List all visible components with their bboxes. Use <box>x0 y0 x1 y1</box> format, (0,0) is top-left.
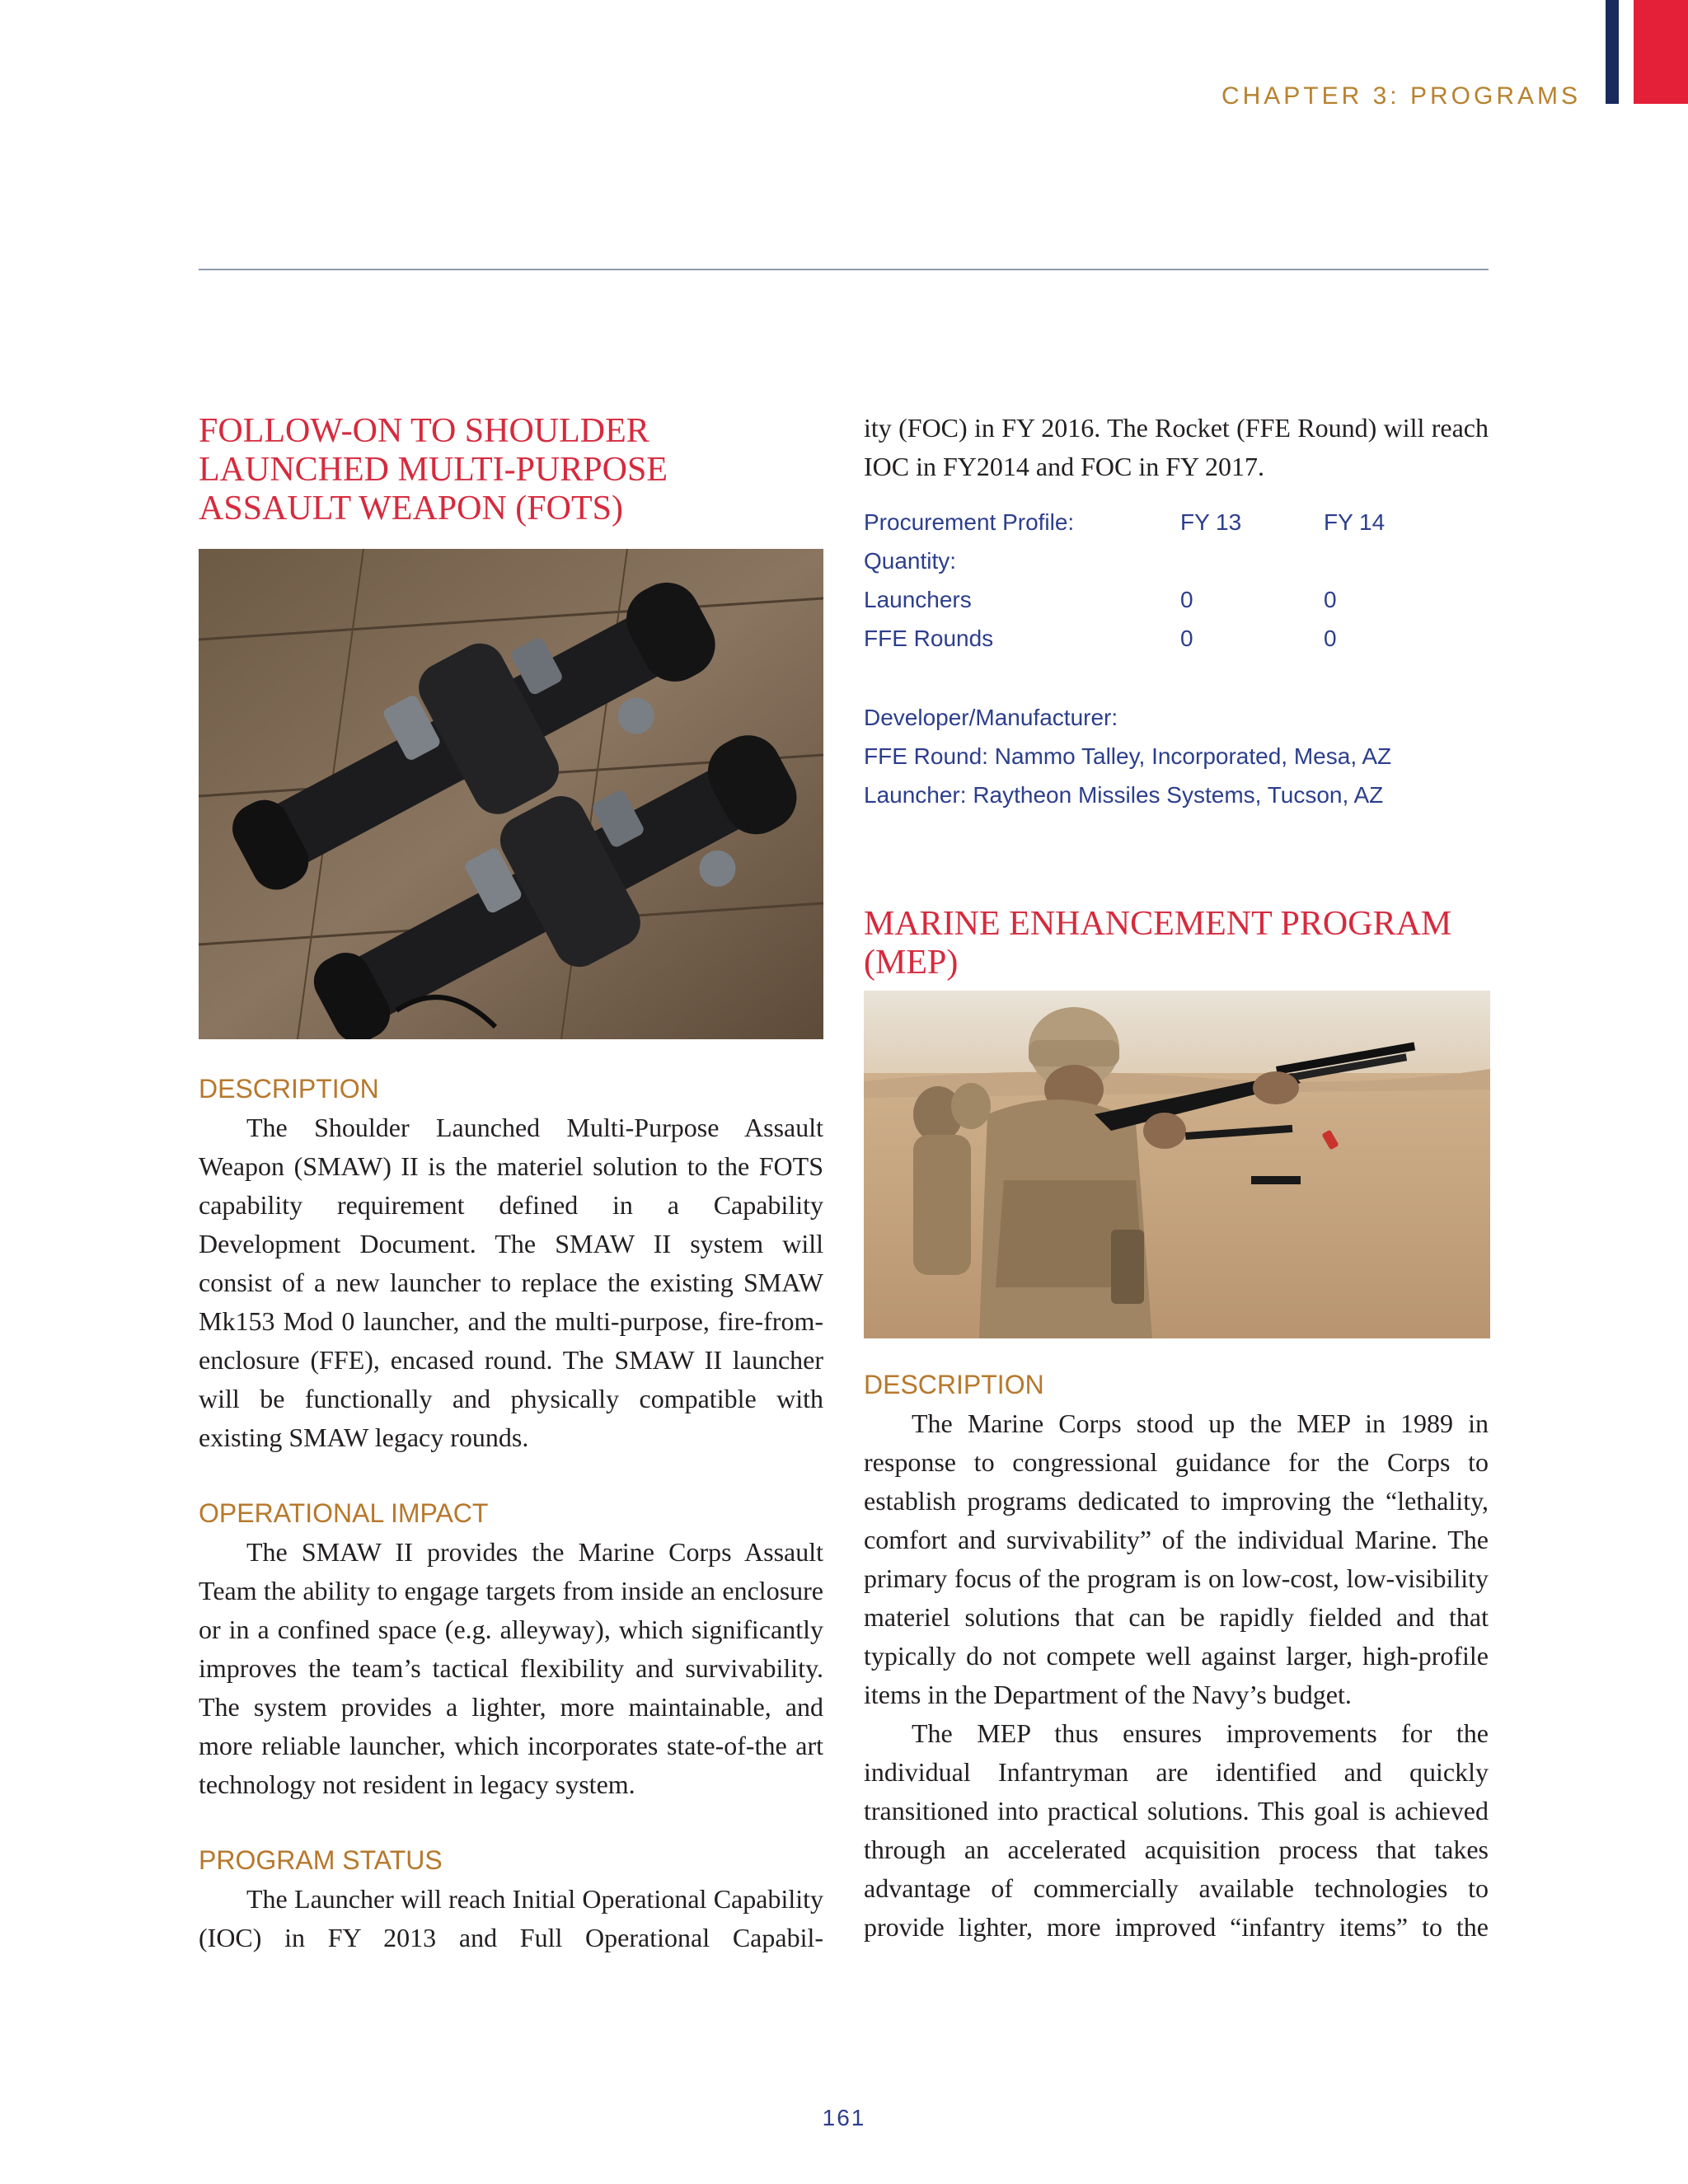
page-number: 161 <box>822 2105 866 2130</box>
quantity-label: Quantity: <box>864 547 957 574</box>
smaw-launchers-photo <box>199 549 823 1039</box>
developer-block <box>864 698 1489 814</box>
fy14-header: FY 14 <box>1324 509 1386 535</box>
fots-description-heading: DESCRIPTION <box>199 1074 379 1104</box>
developer-heading: Developer/Manufacturer: <box>864 705 1118 730</box>
mep-description-heading: DESCRIPTION <box>864 1370 1044 1399</box>
marine-shotgun-photo <box>864 991 1490 1338</box>
fots-title: FOLLOW-ON TO SHOULDER LAUNCHED MULTI-PURPOSE ASSAULT WEAPON (FOTS) <box>199 412 668 527</box>
table-row <box>864 580 1447 619</box>
procurement-quantity-row <box>864 541 1447 580</box>
row-fy14: 0 <box>1324 586 1337 612</box>
developer-line: Launcher: Raytheon Missiles Systems, Tucson, AZ <box>864 782 1384 808</box>
mep-description-para1: The Marine Corps stood up the MEP in 1989 in response to congressional guidance for the Corps to establish programs dedicated to improving the “lethality, comfort and survivability” of the individual Marine. The primary focus of the program is on low-cost, low-visibility materiel solutions that can be rapidly fielded and that typically do not compete well against larger, high-profile items in the Department of the Navy’s budget. <box>864 1408 1489 1709</box>
red-accent-bar <box>1634 0 1688 104</box>
row-label: FFE Rounds <box>864 625 994 651</box>
procurement-header-row <box>864 503 1447 541</box>
procurement-profile-table <box>864 503 1447 658</box>
row-fy14: 0 <box>1324 625 1337 651</box>
fy13-header: FY 13 <box>1180 509 1242 535</box>
mep-title: MARINE ENHANCEMENT PROGRAM (MEP) <box>864 905 1452 982</box>
fots-impact-text: The SMAW II provides the Marine Corps Assault Team the ability to engage targets from inside an enclosure or in a confined space (e.g. alleyway), which significantly improves the team’s tactical flexibility and survivability. The system provides a lighter, more maintainable, and more reliable launcher, which incorporates state-of-the art technology not resident in legacy system. <box>199 1537 823 1799</box>
navy-accent-bar <box>1606 0 1619 104</box>
fots-status-text: The Launcher will reach Initial Operational Capability (IOC) in FY 2013 and Full Operational Capabil- <box>199 1884 823 1952</box>
mep-description-para2: The MEP thus ensures improvements for the individual Infantryman are identified and quickly transitioned into practical solutions. This goal is achieved through an accelerated acquisition process that takes advantage of commercially available technologies to provide lighter, more improved “infantry items” to the <box>864 1718 1489 1942</box>
row-fy13: 0 <box>1180 586 1193 612</box>
smaw-launchers-image <box>199 549 823 1039</box>
table-row <box>864 619 1447 658</box>
developer-line: FFE Round: Nammo Talley, Incorporated, Mesa, AZ <box>864 743 1392 769</box>
fots-status-continued: ity (FOC) in FY 2016. The Rocket (FFE Round) will reach IOC in FY2014 and FOC in FY 2017. <box>864 413 1489 481</box>
marine-shotgun-image <box>864 991 1490 1338</box>
left-column <box>199 412 823 1957</box>
row-fy13: 0 <box>1180 625 1193 651</box>
header-rule <box>199 269 1489 270</box>
right-column <box>864 412 1489 1947</box>
row-label: Launchers <box>864 586 972 612</box>
fots-description-text: The Shoulder Launched Multi-Purpose Assault Weapon (SMAW) II is the materiel solution to the FOTS capability requirement defined in a Capability Development Document. The SMAW II system will consist of a new launcher to replace the existing SMAW Mk153 Mod 0 launcher, and the multi-purpose, fire-from-enclosure (FFE), encased round. The SMAW II launcher will be functionally and physically compatible with existing SMAW legacy rounds. <box>199 1113 823 1452</box>
procurement-label: Procurement Profile: <box>864 509 1075 535</box>
corner-accent-bars <box>1606 0 1688 104</box>
fots-status-heading: PROGRAM STATUS <box>199 1845 443 1875</box>
chapter-header: CHAPTER 3: PROGRAMS <box>1221 82 1581 110</box>
fots-impact-heading: OPERATIONAL IMPACT <box>199 1498 489 1528</box>
